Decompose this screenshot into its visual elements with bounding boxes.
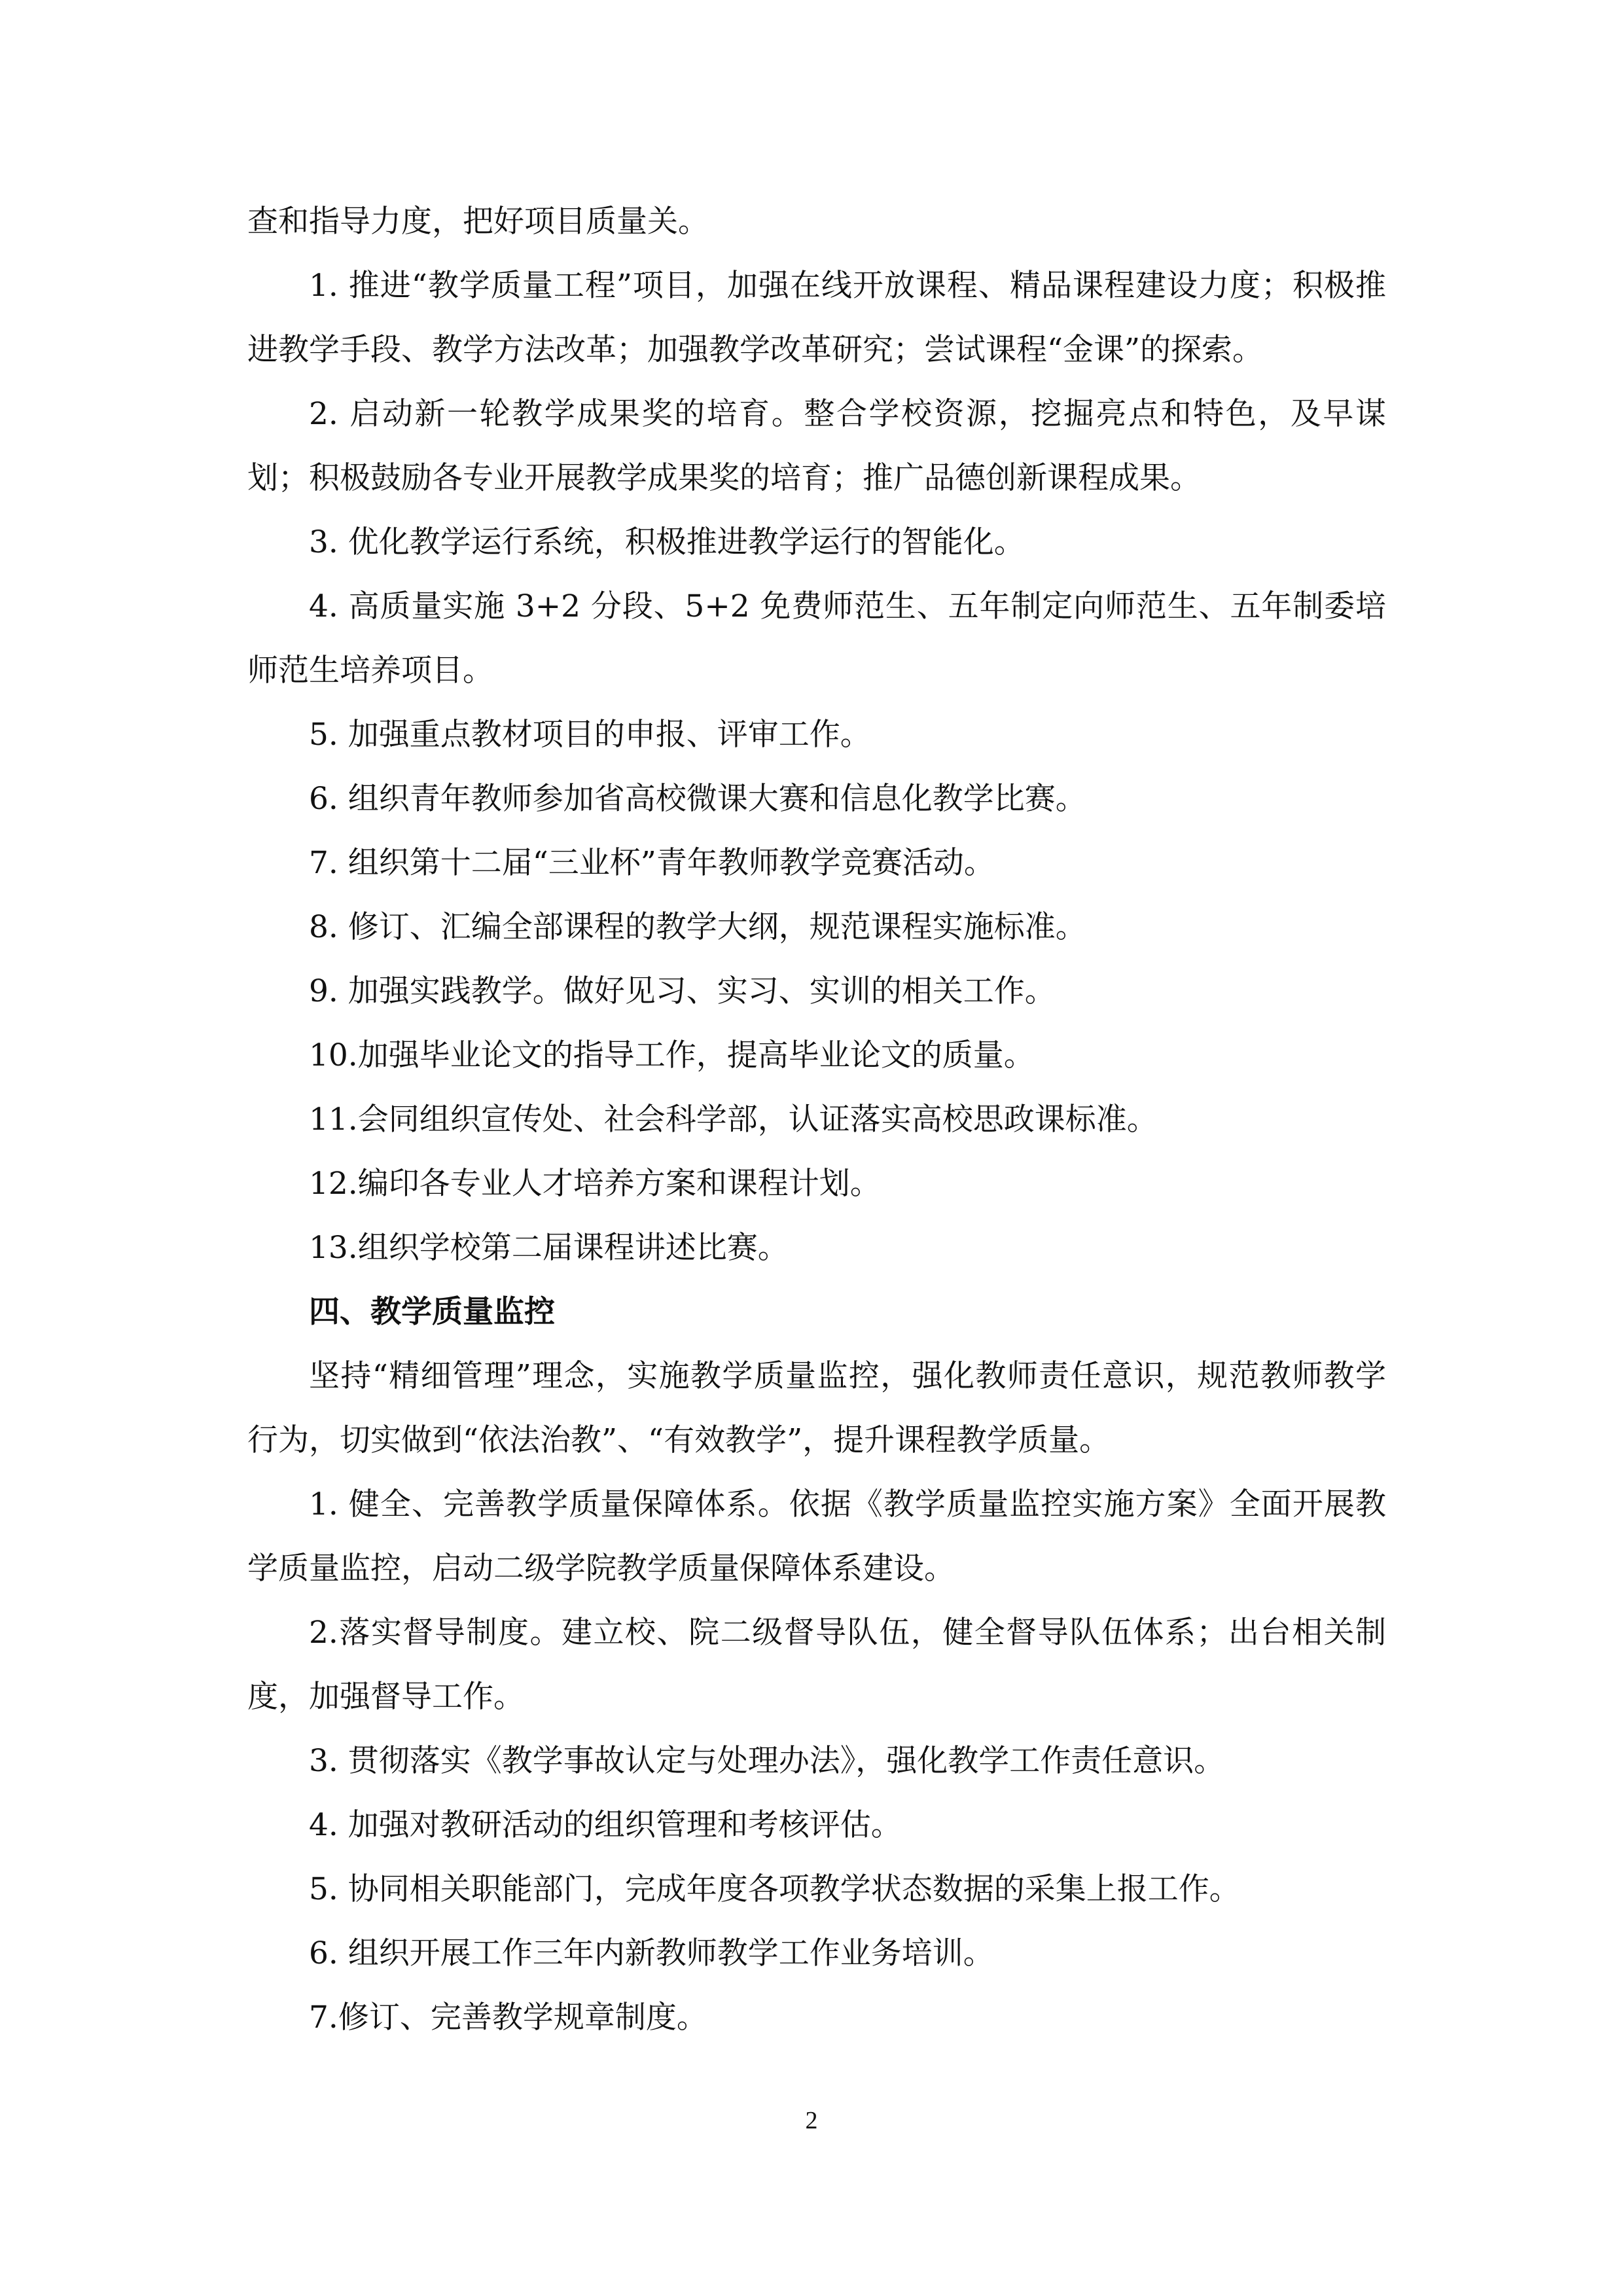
paragraph-continuation: 查和指导力度，把好项目质量关。	[247, 204, 709, 240]
list-item-13: 13.组织学校第二届课程讲述比赛。	[309, 1230, 789, 1266]
monitoring-item-3: 3. 贯彻落实《教学事故认定与处理办法》，强化教学工作责任意识。	[309, 1743, 1225, 1779]
list-item-1: 1. 推进“教学质量工程”项目，加强在线开放课程、精品课程建设力度；积极推进教学手段、教学方法改革；加强教学改革研究；尝试课程“金课”的探索。	[247, 268, 1386, 368]
monitoring-item-7: 7.修订、完善教学规章制度。	[309, 2000, 707, 2036]
list-item-8: 8. 修订、汇编全部课程的教学大纲，规范课程实施标准。	[309, 909, 1086, 945]
document-body	[247, 190, 1386, 2050]
monitoring-item-6: 6. 组织开展工作三年内新教师教学工作业务培训。	[309, 1935, 994, 1971]
list-item-12: 12.编印各专业人才培养方案和课程计划。	[309, 1166, 881, 1202]
monitoring-item-5: 5. 协同相关职能部门，完成年度各项教学状态数据的采集上报工作。	[309, 1871, 1240, 1907]
list-item-4: 4. 高质量实施 3+2 分段、5+2 免费师范生、五年制定向师范生、五年制委培师范生培养项目。	[247, 588, 1386, 689]
list-item-7: 7. 组织第十二届“三业杯”青年教师教学竞赛活动。	[309, 845, 995, 881]
list-item-10: 10.加强毕业论文的指导工作，提高毕业论文的质量。	[309, 1037, 1035, 1073]
list-item-6: 6. 组织青年教师参加省高校微课大赛和信息化教学比赛。	[309, 781, 1086, 817]
list-item-5: 5. 加强重点教材项目的申报、评审工作。	[309, 717, 871, 753]
monitoring-item-2: 2.落实督导制度。建立校、院二级督导队伍，健全督导队伍体系；出台相关制度，加强督导工作。	[247, 1615, 1386, 1715]
page-number: 2	[805, 2107, 818, 2134]
section-heading: 四、教学质量监控	[309, 1294, 555, 1330]
section-intro: 坚持“精细管理”理念，实施教学质量监控，强化教师责任意识，规范教师教学行为，切实做到“依法治教”、“有效教学”，提升课程教学质量。	[247, 1358, 1386, 1458]
list-item-11: 11.会同组织宣传处、社会科学部，认证落实高校思政课标准。	[309, 1102, 1158, 1138]
monitoring-item-1: 1. 健全、完善教学质量保障体系。依据《教学质量监控实施方案》全面开展教学质量监控，启动二级学院教学质量保障体系建设。	[247, 1486, 1386, 1587]
list-item-2: 2. 启动新一轮教学成果奖的培育。整合学校资源，挖掘亮点和特色，及早谋划；积极鼓励各专业开展教学成果奖的培育；推广品德创新课程成果。	[247, 396, 1386, 496]
list-item-3: 3. 优化教学运行系统，积极推进教学运行的智能化。	[309, 524, 1025, 560]
list-item-9: 9. 加强实践教学。做好见习、实习、实训的相关工作。	[309, 973, 1056, 1009]
monitoring-item-4: 4. 加强对教研活动的组织管理和考核评估。	[309, 1807, 902, 1843]
